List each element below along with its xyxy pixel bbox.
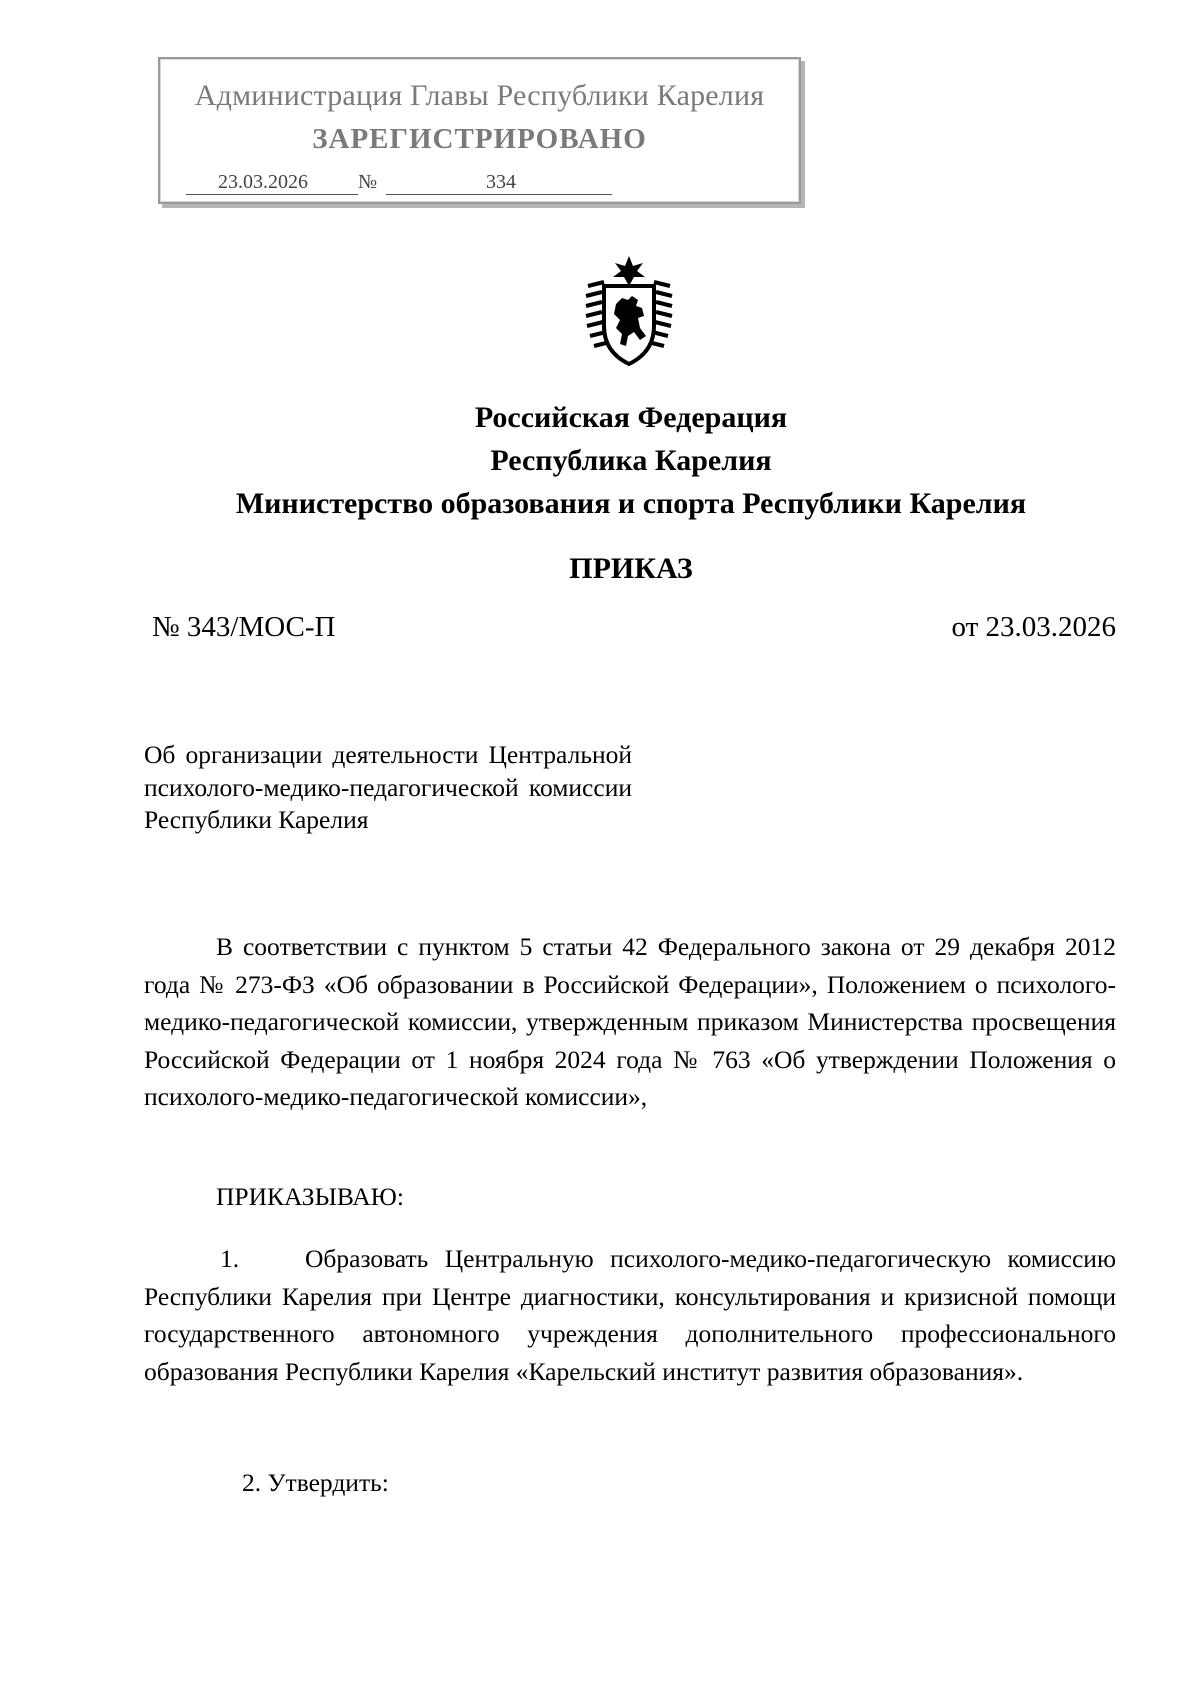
preamble-paragraph: В соответствии с пунктом 5 статьи 42 Федерального закона от 29 декабря 2012 года № 273-ФЗ «Об образовании в Российской Федерации», Положением о психолого-медико-педагогической комиссии, утвержденным приказом Министерства просвещения Российской Федерации от 1 ноября 2024 года № 763 «Об утверждении Положения о психолого-медико-педагогической комиссии»,	[144, 932, 1116, 1111]
order-word: ПРИКАЗЫВАЮ:	[216, 1182, 404, 1211]
ministry-title: Министерство образования и спорта Республики Карелия	[235, 487, 1027, 520]
item-1-paragraph: 1. Образовать Центральную психолого-медико-педагогическую комиссию Республики Карелия при Центре диагностики, консультирования и кризисной помощи государственного автономного учреждения дополнительного профессионального образования Республики Карелия «Карельский институт развития образования».	[144, 1244, 1123, 1386]
order-subject: Об организации деятельности Центральной психолого-медико-педагогической комиссии Республики Карелия	[144, 740, 632, 834]
document-type-title: ПРИКАЗ	[569, 552, 693, 585]
order-number: № 343/МОС-П	[152, 611, 336, 643]
stamp-date: 23.03.2026	[186, 171, 358, 195]
stamp-number: 334	[386, 171, 612, 195]
item-2-paragraph: 2. Утвердить:	[242, 1468, 389, 1497]
stamp-status: ЗАРЕГИСТРИРОВАНО	[312, 123, 647, 155]
stamp-organization: Администрация Главы Республики Карелия	[194, 79, 765, 112]
order-date: от 23.03.2026	[951, 611, 1116, 643]
registration-stamp	[158, 57, 801, 204]
stamp-number-label: №	[358, 171, 378, 193]
region-title: Республика Карелия	[490, 444, 772, 477]
country-title: Российская Федерация	[474, 401, 788, 434]
karelia-coat-of-arms-icon	[582, 256, 676, 369]
